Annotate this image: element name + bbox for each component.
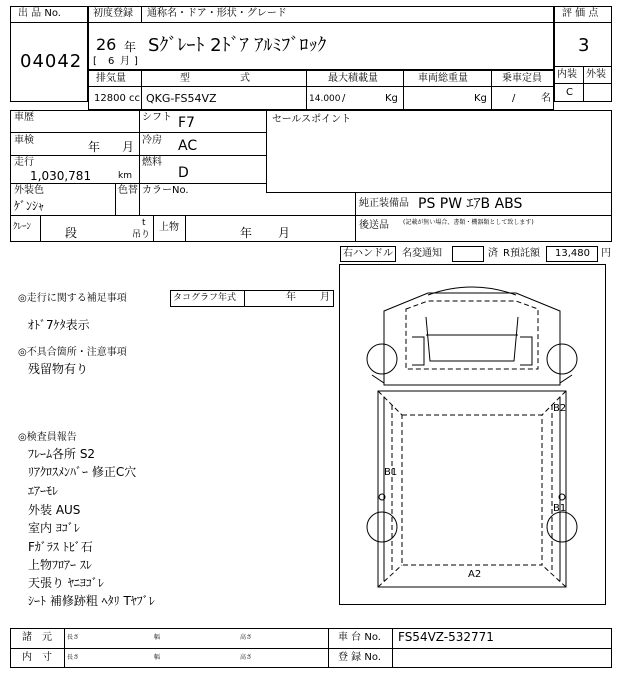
upper-year-unit: 年 xyxy=(240,226,253,240)
interior-length: 長さ xyxy=(67,654,80,661)
tacho-label: タコグラフ年式 xyxy=(173,293,237,303)
tacho-year-unit: 年 xyxy=(286,292,296,303)
history-label: 車歴 xyxy=(14,112,34,123)
mileage-supp-label: ◎走行に関する補足事項 xyxy=(18,293,127,304)
chassis-number: FS54VZ-532771 xyxy=(398,630,494,644)
lot-number: 04042 xyxy=(20,51,83,72)
mileage-value: 1,030,781 xyxy=(30,169,92,183)
score-label: 評 価 点 xyxy=(562,8,599,19)
crane-hang: 吊り xyxy=(132,230,151,240)
reg-month-open: [ xyxy=(93,56,97,67)
inspection-label: 車検 xyxy=(14,135,34,146)
ext-color-label: 外装色 xyxy=(14,185,44,196)
mileage-label: 走行 xyxy=(14,157,34,168)
upper-label: 上物 xyxy=(159,222,179,233)
defects-label: ◎不具合箇所・注意事項 xyxy=(18,347,127,358)
aftermarket-label: 後送品 xyxy=(359,220,389,231)
truck-outline xyxy=(340,265,605,604)
first-reg-label: 初度登録 xyxy=(93,8,133,19)
gross-weight-unit: Kg xyxy=(474,93,487,104)
damage-mark-b2: B2 xyxy=(553,403,567,414)
gross-weight-label: 車両総重量 xyxy=(418,73,468,84)
dims-length: 長さ xyxy=(67,634,80,641)
recycle-text: R預託額 xyxy=(503,248,540,259)
inspector-line: 室内 ﾖｺﾞﾚ xyxy=(28,521,80,535)
reg-month-close: ] xyxy=(134,56,138,67)
mileage-unit: km xyxy=(118,171,132,181)
vehicle-diagram xyxy=(339,264,606,605)
inspector-line: Fｶﾞﾗｽ ﾄﾋﾞ石 xyxy=(28,540,93,554)
inspector-line: ｴｱｰﾓﾚ xyxy=(28,484,59,498)
model-code: QKG-FS54VZ xyxy=(146,92,217,105)
crane-stage-unit: 段 xyxy=(65,226,78,240)
tacho-month-unit: 月 xyxy=(320,292,330,303)
inspector-label: ◎検査員報告 xyxy=(18,432,77,443)
ac-label: 冷房 xyxy=(142,135,162,146)
crane-ton-unit: t xyxy=(142,218,146,228)
aftermarket-note: (記載が無い場合、書類・機器類として致します) xyxy=(403,219,534,226)
standard-equip-label: 純正装備品 xyxy=(359,198,409,209)
fuel-label: 燃料 xyxy=(142,157,162,168)
recycle-amount: 13,480 xyxy=(555,248,590,259)
crane-label: ｸﾚｰﾝ xyxy=(13,222,32,232)
color-no-label: カラーNo. xyxy=(142,185,189,196)
recycle-unit: 円 xyxy=(601,248,611,259)
damage-mark-a2: A2 xyxy=(468,569,482,580)
reg-year-unit: 年 xyxy=(124,40,137,54)
max-load-value: 14.000 xyxy=(309,94,341,104)
ext-color-value: ｹﾞﾝｼｬ xyxy=(14,199,45,213)
capacity-label: 乗車定員 xyxy=(502,73,542,84)
displacement-value: 12800 xyxy=(94,93,126,104)
standard-equip: PS PW ｴｱB ABS xyxy=(418,196,523,212)
capacity-unit: 名 xyxy=(541,93,551,104)
upper-month-unit: 月 xyxy=(278,226,291,240)
score: 3 xyxy=(578,35,590,56)
fuel-value: D xyxy=(178,165,189,181)
inspection-month-unit: 月 xyxy=(122,140,135,154)
max-load-sep: / xyxy=(342,93,346,104)
inspector-line: ｼｰﾄ 補修跡粗 ﾍﾀﾘ Tﾔﾌﾞﾚ xyxy=(28,594,155,608)
drive-side: 右ハンドル xyxy=(343,248,393,259)
dims-label: 諸 元 xyxy=(22,632,52,643)
interior-grade: C xyxy=(566,87,573,98)
damage-mark-b1-left: B1 xyxy=(384,467,398,478)
lot-label: 出 品 No. xyxy=(18,8,61,19)
sales-point-label: セールスポイント xyxy=(272,114,352,125)
name-change-box xyxy=(452,246,484,262)
interior-width: 幅 xyxy=(154,654,161,661)
defects-text: 残留物有り xyxy=(28,362,89,376)
name-change-label: 名変通知 xyxy=(402,248,442,259)
displacement-label: 排気量 xyxy=(96,73,126,84)
inspector-line: 外装 AUS xyxy=(28,503,81,517)
ac-value: AC xyxy=(178,138,198,154)
reg-year: 26 xyxy=(96,35,117,54)
recycle-label: 済 xyxy=(488,248,498,259)
interior-height: 高さ xyxy=(240,654,253,661)
model-desc-label: 通称名・ドア・形状・グレード xyxy=(147,8,287,19)
inspection-year-unit: 年 xyxy=(88,140,101,154)
shift-label: シフト xyxy=(142,112,172,123)
plate-label: 登 録 No. xyxy=(338,652,381,663)
interior-dims-label: 内 寸 xyxy=(22,652,52,663)
color-change-label: 色替 xyxy=(118,185,138,196)
model-name: Sｸﾞﾚｰﾄ 2ﾄﾞｱ ｱﾙﾐﾌﾞﾛｯｸ xyxy=(148,35,327,56)
inspector-line: ﾘｱｸﾛｽﾒﾝﾊﾞｰ 修正C穴 xyxy=(28,465,137,479)
displacement-unit: cc xyxy=(129,93,140,104)
damage-mark-b1-right: B1 xyxy=(553,503,567,514)
inspector-line: 天張り ﾔﾆﾖｺﾞﾚ xyxy=(28,576,104,590)
reg-month: 6 xyxy=(108,56,115,67)
interior-grade-label: 内装 xyxy=(557,69,577,80)
inspector-line: ﾌﾚｰﾑ各所 S2 xyxy=(28,447,96,461)
exterior-grade-label: 外装 xyxy=(586,69,606,80)
chassis-label: 車 台 No. xyxy=(338,632,381,643)
mileage-supp-text: ｵﾄﾞ7ｹﾀ表示 xyxy=(28,318,90,332)
inspector-line: 上物ﾌﾛｱｰ ｽﾚ xyxy=(28,558,92,572)
dims-height: 高さ xyxy=(240,634,253,641)
shift-value: F7 xyxy=(178,115,195,131)
model-code-label: 型 式 xyxy=(180,73,250,84)
dims-width: 幅 xyxy=(154,634,161,641)
reg-month-unit: 月 xyxy=(120,56,130,67)
max-load-label: 最大積載量 xyxy=(328,73,378,84)
capacity-sep: / xyxy=(512,93,516,104)
max-load-unit: Kg xyxy=(385,93,398,104)
